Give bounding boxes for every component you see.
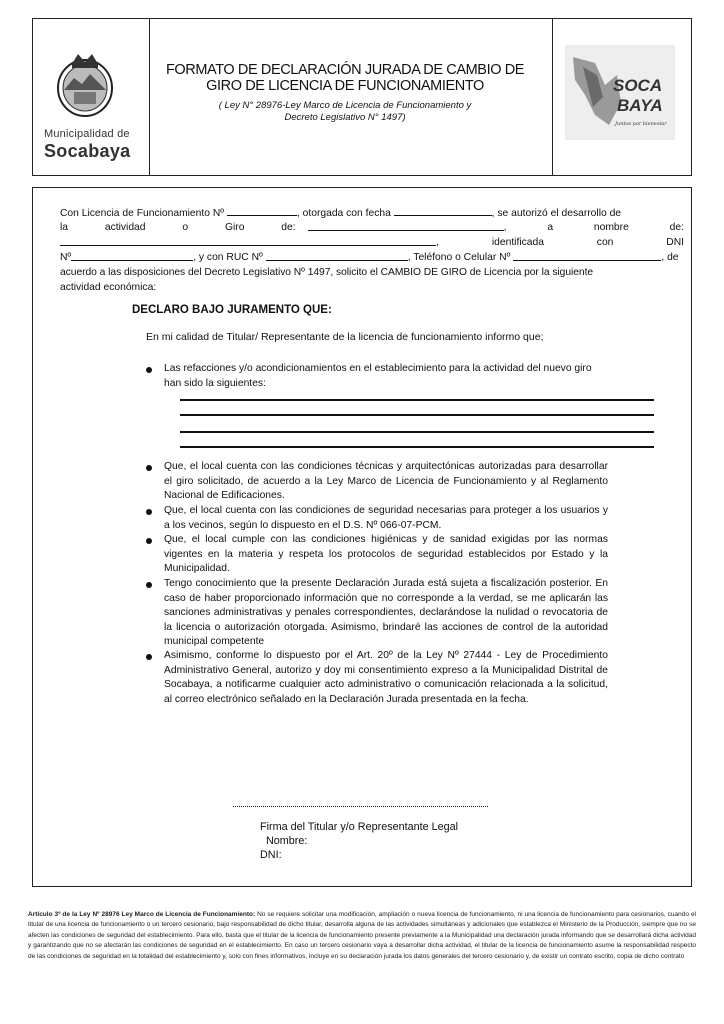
header-divider-right: [552, 19, 553, 175]
legal-footnote: [28, 910, 696, 962]
signature-dni-label: DNI:: [260, 849, 282, 861]
license-number-field[interactable]: [227, 205, 297, 216]
title-line-2: GIRO DE LICENCIA DE FUNCIONAMIENTO: [206, 78, 484, 94]
bullet-icon: [146, 538, 152, 544]
municipality-label: Municipalidad de: [44, 128, 130, 140]
license-number-label: Con Licencia de Funcionamiento Nº: [60, 208, 225, 219]
logo-tagline: Juntos por bienestar: [615, 121, 667, 127]
bullet-icon: [146, 465, 152, 471]
logo-text-bottom: BAYA: [617, 96, 663, 115]
owner-name-field[interactable]: [60, 235, 436, 246]
signature-block: [260, 820, 458, 862]
item-text: Que, el local cumple con las condiciones higiénicas y de sanidad exigidas por las normas vigentes en la materia y respeta los protocolos de seguridad establecidos por Estado y la Municipalidad.: [164, 534, 608, 574]
dni-field[interactable]: [71, 250, 193, 261]
signature-caption: Firma del Titular y/o Representante Legal: [260, 821, 459, 833]
municipal-seal-logo: [52, 50, 118, 120]
ruc-label: , y con RUC Nº: [193, 252, 263, 263]
declaration-item-technical: [146, 460, 608, 504]
item-text: Asimismo, conforme lo dispuesto por el Art. 20º de la Ley Nº 27444 - Ley de Procedimiento Administrativo General, autorizo y doy mi consentimiento expreso a la Municipalidad Distrital de Socabaya, a notificarme cualquier acto administrativo o comunicación relacionada a la solicitud, al correo electrónico señalado en la Declaración Jurada presentada en la fecha.: [164, 650, 608, 705]
signature-name-label: Nombre:: [266, 835, 308, 847]
authorized-label: , se autorizó el desarrollo de: [491, 208, 622, 219]
license-info-paragraph: [60, 205, 684, 295]
activity-label: la actividad o Giro de:: [60, 222, 296, 233]
subtitle-line-2: Decreto Legislativo N° 1497): [284, 112, 406, 123]
socabaya-brand-logo: [565, 45, 675, 140]
footnote-text: No se requiere solicitar una modificación, ampliación o nueva licencia de funcionamiento, ni una licencia de funcionamiento para cesionarios, cuando el titular de una licencia de funcionamiento o un tercero cesionario, bajo responsabilidad de dicho titular, desarrolla alguna de las actividades simultáneas y adicionales que establezca el Ministerio de la Producción, siempre que no se afecten las condiciones de seguridad del establecimiento. Para ello, basta que el titular de la licencia de funcionamiento presente previamente a la Municipalidad una declaración jurada informando que se desarrollará dicha actividad y garantizando que no se afectarán las condiciones de seguridad en el establecimiento. En caso un tercero cesionario vaya a desarrollar dicha actividad, el titular de la licencia de funcionamiento asume la responsabilidad respecto de las condiciones de seguridad en la totalidad del establecimiento y, solo con fines informativos, incluye en su declaración jurada los datos generales del tercero cesionario y, de existir un contrato escrito, copia de dicho contrato: [28, 911, 696, 960]
economic-activity-label: actividad económica:: [60, 282, 157, 293]
license-date-field[interactable]: [394, 205, 492, 216]
bullet-icon: [146, 367, 152, 373]
decree-line: acuerdo a las disposiciones del Decreto Legislativo Nº 1497, solicito el CAMBIO DE GIRO de Licencia por la siguiente: [60, 267, 594, 278]
declaration-heading: DECLARO BAJO JURAMENTO QUE:: [132, 304, 332, 316]
phone-field[interactable]: [513, 250, 661, 261]
bullet-icon: [146, 509, 152, 515]
de-label: , de: [661, 252, 679, 263]
ruc-field[interactable]: [266, 250, 408, 261]
renovations-line-3[interactable]: [180, 431, 654, 433]
declaration-item-renovations: [146, 362, 608, 394]
activity-field[interactable]: [308, 220, 504, 231]
document-subtitle: [175, 100, 515, 124]
renovations-line-4[interactable]: [180, 446, 654, 448]
dni-number-label: Nº: [60, 252, 72, 263]
municipality-name: Socabaya: [44, 141, 131, 161]
item-text: Que, el local cuenta con las condiciones técnicas y arquitectónicas autorizadas para desarrollar el giro solicitado, de acuerdo a la Ley Marco de Licencia de Funcionamiento y al Reglamento Nacional de Edificaciones.: [164, 461, 608, 501]
owner-name-label: , a nombre de:: [503, 222, 684, 233]
declaration-intro: En mi calidad de Titular/ Representante de la licencia de funcionamiento informo que;: [146, 331, 544, 343]
logo-text-top: SOCA: [613, 76, 663, 95]
license-date-label: , otorgada con fecha: [296, 208, 391, 219]
document-title: [160, 62, 530, 94]
signature-line[interactable]: [233, 806, 488, 807]
bullet-icon: [146, 582, 152, 588]
item-text: Que, el local cuenta con las condiciones de seguridad necesarias para proteger a los usuarios y a los vecinos, según lo dispuesto en el D.S. Nº 066-07-PCM.: [164, 505, 608, 531]
subtitle-line-1: ( Ley N° 28976-Ley Marco de Licencia de Funcionamiento y: [218, 100, 472, 111]
declaration-item-safety: [146, 504, 608, 534]
item-text: Tengo conocimiento que la presente Declaración Jurada está sujeta a fiscalización posterior. En caso de haber proporcionado información que no corresponde a la verdad, se me aplicarán las sanciones administrativas y penales correspondientes, declarándose la nulidad o revocatoria de la licencia o autorización otorgada. Asimismo, brindaré las acciones de control de la autoridad municipal competente: [164, 578, 608, 647]
footnote-article-ref: Artículo 3º de la Ley Nº 28976 Ley Marco de Licencia de Funcionamiento:: [28, 911, 256, 918]
item-text: Las refacciones y/o acondicionamientos en el establecimiento para la actividad del nuevo giro han sido la siguientes:: [164, 363, 592, 389]
declaration-item-notification: [146, 649, 608, 723]
title-line-1: FORMATO DE DECLARACIÓN JURADA DE CAMBIO DE: [165, 62, 525, 78]
dni-label: , identificada con DNI: [436, 237, 684, 248]
declaration-item-inspection: [146, 577, 608, 649]
bullet-icon: [146, 654, 152, 660]
renovations-line-1[interactable]: [180, 399, 654, 401]
declaration-item-hygiene: [146, 533, 608, 577]
renovations-line-2[interactable]: [180, 414, 654, 416]
phone-label: , Teléfono o Celular Nº: [407, 252, 511, 263]
